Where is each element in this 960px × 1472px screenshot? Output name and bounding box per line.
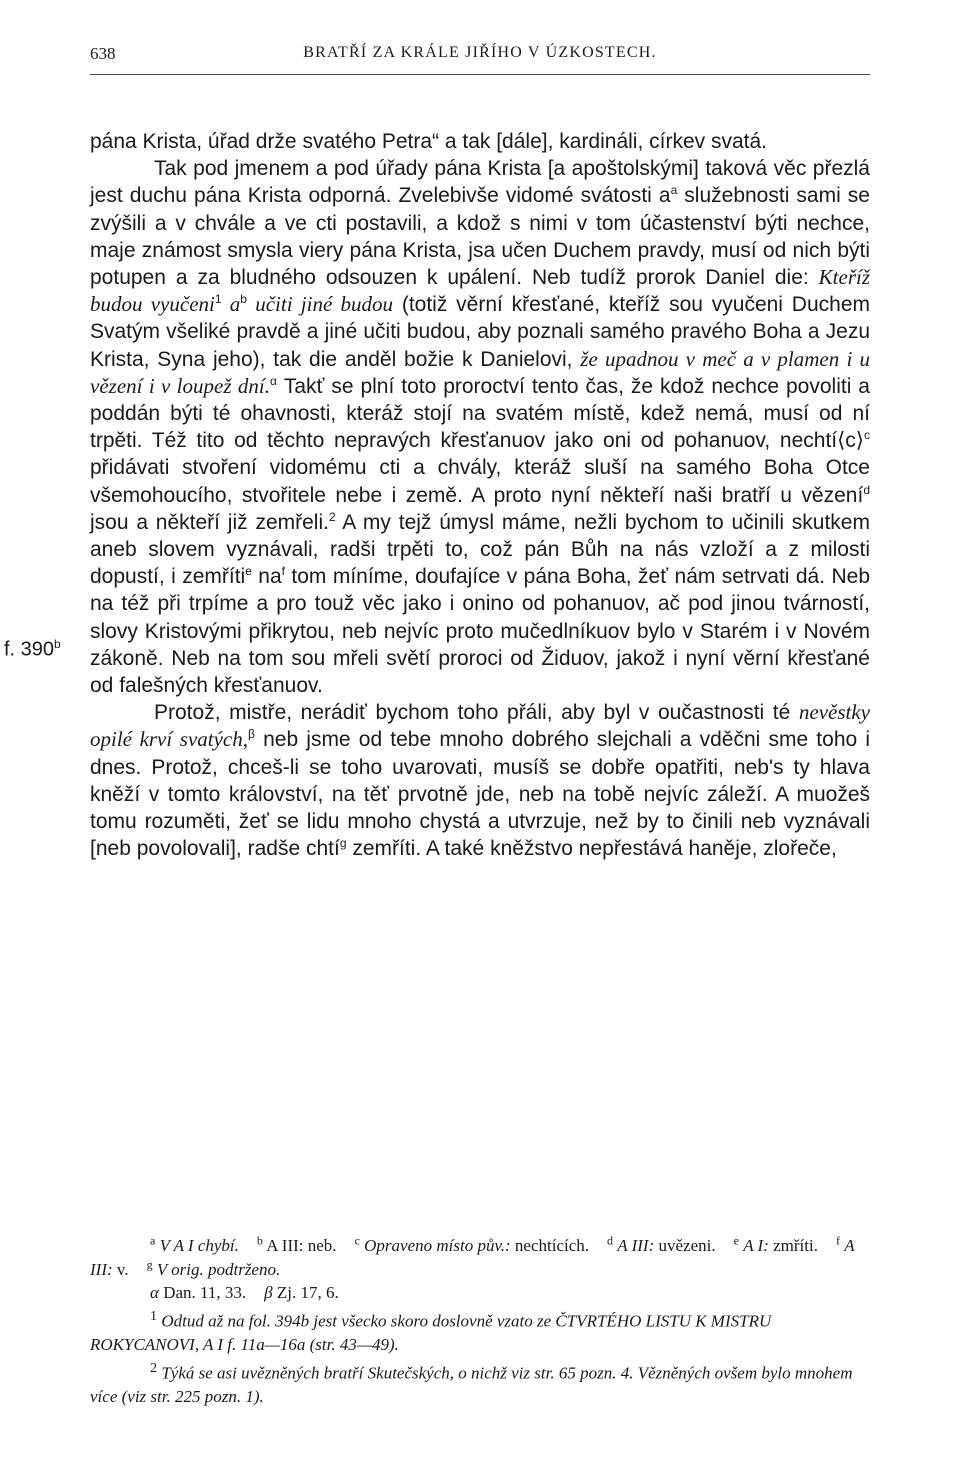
footnote-ref: β xyxy=(248,727,255,742)
text-run: jsou a někteří již zemřeli. xyxy=(90,510,329,534)
header-rule xyxy=(90,74,870,75)
paragraph-3 xyxy=(90,699,870,862)
margin-folio-note xyxy=(4,631,61,664)
footnote-ref: g xyxy=(339,836,347,851)
text-run: tom míníme, doufajíce v pána Boha, žeť nám setrvati dá. Neb na též při trpíme a pro touž věc jako i onino od pohanuov, ač pod jinou tvárností, slovy Kristovými přikrytou, neb nejvíc proto mučedlníkuov bylo v Starém i v Novém zákoně. Neb na tom sou mřeli světí proroci od Židuov, jakož i nyní věrní křesťané od falešných křesťanuov. xyxy=(90,565,870,698)
main-text xyxy=(90,128,870,862)
text-run: neb jsme od tebe mnoho dobrého slejchali a vděčni sme toho i dnes. Protož, chceš-li se toho uvarovati, musíš se dobře opatřiti, neb's ty hlava kněží v tomto království, na těť prvotně jde, neb na tobě nejvíc záleží. A muožeš tomu rozuměti, žeť se lidu mnoho chystá a utvrzuje, než by to činili neb vyznávali [neb povolovali], radše chtí xyxy=(90,728,870,861)
scripture-quote: a xyxy=(221,292,241,317)
footnote-f: $^f$ A III: v. xyxy=(90,1233,855,1279)
footnote-g: $^g$ V orig. podtrženo. xyxy=(146,1256,281,1279)
footnote-ref: a xyxy=(670,183,678,198)
text-run: Takť se plní toto proroctví tento čas, že kdož nechce povoliti a poddán býti té ohavnosti, kteráž stojí na svatém místě, kdež nemá, musí od ní trpěti. Též tito od těchto nepravých křesťanuov jako oni od pohanuov, nechtí⟨c⟩ xyxy=(90,374,870,453)
scripture-quote: že upadnou v meč a v plamen i u vězení i v loupež dní. xyxy=(90,346,870,398)
footnote-ref: e xyxy=(245,564,252,579)
footnotes xyxy=(90,1234,870,1408)
footnote-2: $^2$ Týká se asi uvězněných bratří Skutečských, o nichž viz str. 65 pozn. 4. Vězněných ovšem bylo mnohem více (viz str. 225 pozn. 1). xyxy=(90,1359,853,1406)
footnote-ref: 1 xyxy=(214,292,222,307)
scripture-quote: Kteříž budou vyučeni xyxy=(90,265,870,317)
footnote-ref: d xyxy=(863,482,870,497)
page-header xyxy=(90,44,870,74)
text-run: Protož, mistře, nerádiť bychom toho přáli, aby byl v oučastnosti té xyxy=(154,701,799,725)
text-run: zemříti. A také kněžstvo nepřestává haněje, zlořeče, xyxy=(346,837,837,861)
running-title: BRATŘÍ ZA KRÁLE JIŘÍHO V ÚZKOSTECH. xyxy=(303,44,657,61)
footnote-d: $^d$ A III: uvězeni. xyxy=(607,1233,716,1255)
footnote-beta: β Zj. 17, 6. xyxy=(264,1283,339,1303)
footnote-b: $^b$ A III: neb. xyxy=(256,1233,337,1255)
footnote-alpha: α Dan. 11, 33. xyxy=(150,1283,247,1303)
footnote-e: $^e$ A I: zmříti. xyxy=(733,1233,818,1255)
footnote-ref: c xyxy=(864,428,870,443)
paragraph-1: pána Krista, úřad drže svatého Petra“ a tak [dále], kardináli, církev svatá. xyxy=(90,130,768,153)
folio-label: f. 390 xyxy=(4,638,55,661)
scripture-quote: učiti jiné budou xyxy=(246,292,394,317)
text-run: Tak pod jmenem a pod úřady pána Krista [a apoštolskými] taková věc přezlá jest duchu pána Krista odporná. Zvelebivše vidomé svátosti a xyxy=(90,157,870,208)
footnote-a: $^a$ V A I chybí. xyxy=(150,1233,239,1255)
footnote-1: $^1$ Odtud až na fol. 394b jest všecko skoro doslovně vzato ze ČTVRTÉHO LISTU K MISTRU ROKYCANOVI, A I f. 11a—16a (str. 43—49). xyxy=(90,1307,772,1355)
footnote-c: $^c$ Opraveno místo pův.: nechtících. xyxy=(354,1233,590,1255)
text-run: přidávati stvoření vidomému cti a chvály, kteráž sluší na samého Boha Otce všemohoucího, stvořitele nebe i země. A proto nyní někteří naši bratří u vězení xyxy=(90,456,870,507)
text-run: služebnosti sami se zvýšili a v chvále a ve cti postavili, a kdož s nimi v tom účastenství býti nechce, maje známost smysla viery pána Krista, jsa učen Duchem pravdy, musí od nich býti potupen a za bludného odsouzen k upálení. Neb tudíž prorok Daniel die: xyxy=(90,184,870,290)
footnote-ref: α xyxy=(269,373,277,388)
text-run: (totiž věrní křesťané, kteříž sou vyučeni Duchem Svatým všeliké pravdě a jiné učiti budou, aby poznali samého pravého Boha a Jezu Krista, Syna jeho), tak die anděl božie k Danielovi, xyxy=(90,293,870,371)
scripture-quote: nevěstky opilé krví svatých, xyxy=(90,700,870,752)
text-run: na xyxy=(251,565,282,589)
page-number: 638 xyxy=(90,44,116,63)
folio-side: b xyxy=(54,637,61,651)
footnote-group-greek xyxy=(90,1281,870,1305)
footnote-ref: f xyxy=(281,564,286,579)
footnote-ref: b xyxy=(240,292,247,307)
paragraph-2 xyxy=(90,155,870,699)
footnote-ref: 2 xyxy=(328,509,336,524)
text-run: A my tejž úmysl máme, nežli bychom to učinili skutkem aneb slovem vyznávali, radši trpěti to, což pán Bůh na nás vzloží a z milosti dopustí, i zemříti xyxy=(90,510,870,589)
footnote-group-letters xyxy=(90,1234,870,1281)
